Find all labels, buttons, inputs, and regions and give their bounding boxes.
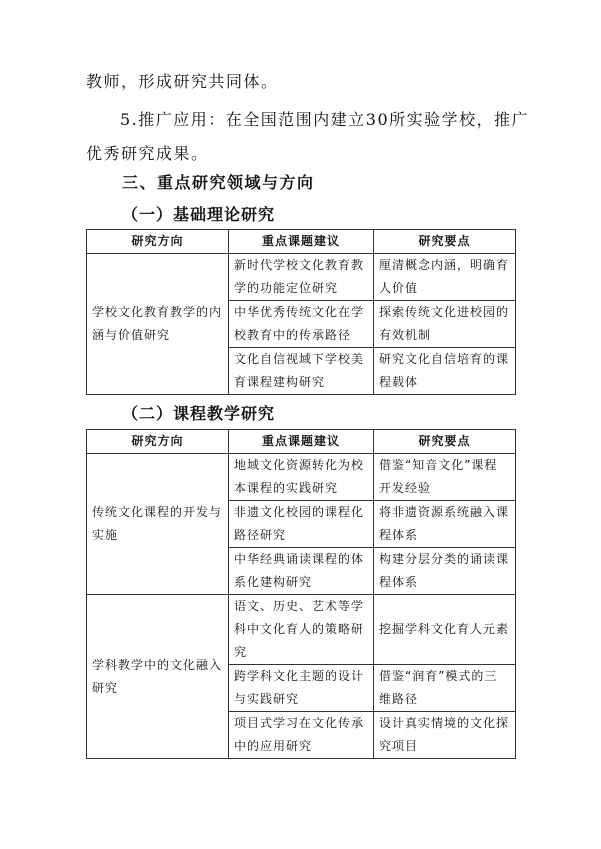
table-row: [87, 254, 516, 301]
header-point: 研究要点: [374, 430, 516, 454]
point-cell: 厘清概念内涵，明确育人价值: [374, 254, 516, 301]
point-cell: 将非遗资源系统融入课程体系: [374, 501, 516, 548]
topic-cell: 文化自信视域下学校美育课程建构研究: [229, 348, 374, 395]
paragraph-line: 5.推广应用：在全国范围内建立30所实验学校，推广: [120, 110, 530, 129]
topic-cell: 项目式学习在文化传承中的应用研究: [229, 712, 374, 759]
header-direction: 研究方向: [87, 230, 229, 254]
direction-cell: 传统文化课程的开发与实施: [87, 454, 229, 595]
header-topic: 重点课题建议: [229, 430, 374, 454]
point-cell: 构建分层分类的诵读课程体系: [374, 548, 516, 595]
topic-cell: 跨学科文化主题的设计与实践研究: [229, 665, 374, 712]
topic-cell: 中华经典诵读课程的体系化建构研究: [229, 548, 374, 595]
curriculum-table: [86, 429, 516, 759]
point-cell: 探索传统文化进校园的有效机制: [374, 301, 516, 348]
table-row: [87, 454, 516, 501]
basic-theory-table: [86, 229, 516, 395]
paragraph-line: 教师，形成研究共同体。: [86, 72, 279, 91]
header-topic: 重点课题建议: [229, 230, 374, 254]
topic-cell: 地域文化资源转化为校本课程的实践研究: [229, 454, 374, 501]
topic-cell: 新时代学校文化教育教学的功能定位研究: [229, 254, 374, 301]
subsection-title-basic-theory: （一）基础理论研究: [122, 205, 276, 224]
header-direction: 研究方向: [87, 430, 229, 454]
direction-cell: 学校文化教育教学的内涵与价值研究: [87, 254, 229, 395]
point-cell: 设计真实情境的文化探究项目: [374, 712, 516, 759]
subsection-title-curriculum: （二）课程教学研究: [122, 404, 276, 423]
topic-cell: 语文、历史、艺术等学科中文化育人的策略研究: [229, 595, 374, 665]
header-point: 研究要点: [374, 230, 516, 254]
point-cell: 借鉴“知音文化”课程开发经验: [374, 454, 516, 501]
topic-cell: 中华优秀传统文化在学校教育中的传承路径: [229, 301, 374, 348]
table-header-row: [87, 430, 516, 454]
topic-cell: 非遗文化校园的课程化路径研究: [229, 501, 374, 548]
point-cell: 研究文化自信培育的课程载体: [374, 348, 516, 395]
point-cell: 借鉴“润育”模式的三维路径: [374, 665, 516, 712]
direction-cell: 学科教学中的文化融入研究: [87, 595, 229, 759]
table-header-row: [87, 230, 516, 254]
point-cell: 挖掘学科文化育人元素: [374, 595, 516, 665]
section-title: 三、重点研究领域与方向: [122, 173, 315, 192]
table-row: [87, 595, 516, 665]
paragraph-line: 优秀研究成果。: [86, 144, 209, 163]
